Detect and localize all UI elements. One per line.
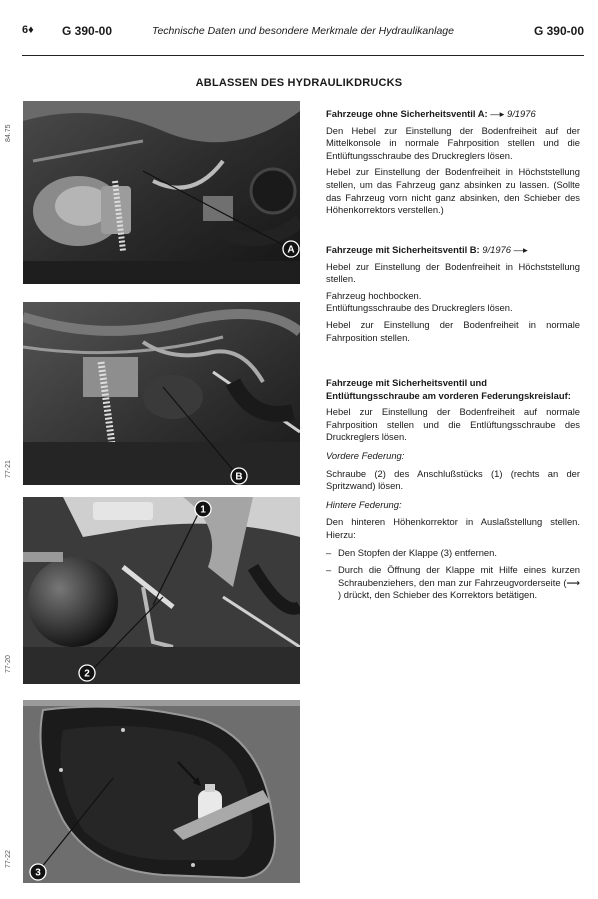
date-until: 9/1976 [482, 244, 511, 255]
section-with-safety-valve [326, 244, 580, 344]
arrow-right-icon: —▸ [513, 244, 528, 255]
figure-2-ref: 77-21 [5, 460, 12, 478]
heading-front-bleed: Fahrzeuge mit Sicherheitsventil und Entlüftungsschraube am vorderen Federungskreislauf: [326, 377, 571, 401]
list-item: – Durch die Öffnung der Klappe mit Hilfe eines kurzen Schraubenziehers, den man zur Fahrzeugvorderseite (⟶ ) drückt, den Schieber des Korrektors betätigen. [326, 564, 580, 601]
paragraph: Hebel zur Einstellung der Bodenfreiheit in Höchststellung stellen. [326, 260, 580, 285]
paragraph: Schraube (2) des Anschlußstücks (1) (rechts an der Spritzwand) lösen. [326, 467, 580, 492]
heading-with-safety-valve: Fahrzeuge mit Sicherheitsventil B: 9/1976 —▸ [326, 244, 528, 255]
figure-3-ref: 77-20 [5, 655, 12, 673]
callout-a: A [287, 244, 295, 256]
figure-2-photo [23, 302, 300, 485]
arrow-right-icon: ⟶ [566, 576, 580, 588]
doc-code-left: G 390-00 [62, 24, 113, 38]
callout-3: 3 [35, 867, 41, 879]
section-title: ABLASSEN DES HYDRAULIKDRUCKS [195, 77, 403, 89]
doc-code-right: G 390-00 [533, 24, 584, 38]
paragraph: Hebel zur Einstellung der Bodenfreiheit auf normale Fahrposition stellen und die Entlüftungsschraube des Druckreglers lösen. [326, 406, 580, 443]
paragraph: Hebel zur Einstellung der Bodenfreiheit in normale Fahrposition stellen. [326, 318, 580, 343]
paragraph: Entlüftungsschraube des Druckreglers lösen. [326, 302, 513, 314]
section-no-safety-valve [326, 108, 580, 217]
figure-4-photo [23, 700, 300, 883]
figure-1-photo [23, 101, 300, 284]
figure-3-photo [23, 497, 300, 684]
page-header [22, 22, 584, 42]
subheading-rear: Hintere Federung: [326, 498, 402, 510]
page-number: 6♦ [22, 24, 34, 36]
section-front-bleed [326, 377, 580, 602]
heading-no-safety-valve: Fahrzeuge ohne Sicherheitsventil A: —▸ 9/1976 [326, 108, 536, 119]
header-rule [22, 55, 584, 56]
paragraph: Fahrzeug hochbocken. [326, 289, 422, 301]
figure-4-ref: 77-22 [5, 850, 12, 868]
paragraph: Den Hebel zur Einstellung der Bodenfreiheit auf der Mittelkonsole in normale Fahrposition stellen und die Entlüftungsschraube des Druckreglers lösen. [326, 124, 580, 161]
header-title: Technische Daten und besondere Merkmale der Hydraulikanlage [152, 25, 454, 37]
paragraph: Hebel zur Einstellung der Bodenfreiheit in Höchststellung stellen, um das Fahrzeug ganz absinken zu lassen. (Sollte das Fahrzeug vorn nicht ganz absinken, den Schieber des Höhenkorrektors verstellen.) [326, 166, 580, 216]
callout-2: 2 [84, 668, 90, 680]
callout-b: B [235, 471, 243, 483]
callout-1: 1 [200, 504, 206, 516]
date-from: 9/1976 [506, 108, 536, 119]
arrow-right-icon: —▸ [490, 108, 505, 119]
list-item: – Den Stopfen der Klappe (3) entfernen. [326, 546, 497, 558]
subheading-front: Vordere Federung: [326, 449, 405, 461]
paragraph: Den hinteren Höhenkorrektor in Auslaßstellung stellen. Hierzu: [326, 516, 580, 540]
figure-1-ref: 84.75 [5, 124, 12, 142]
